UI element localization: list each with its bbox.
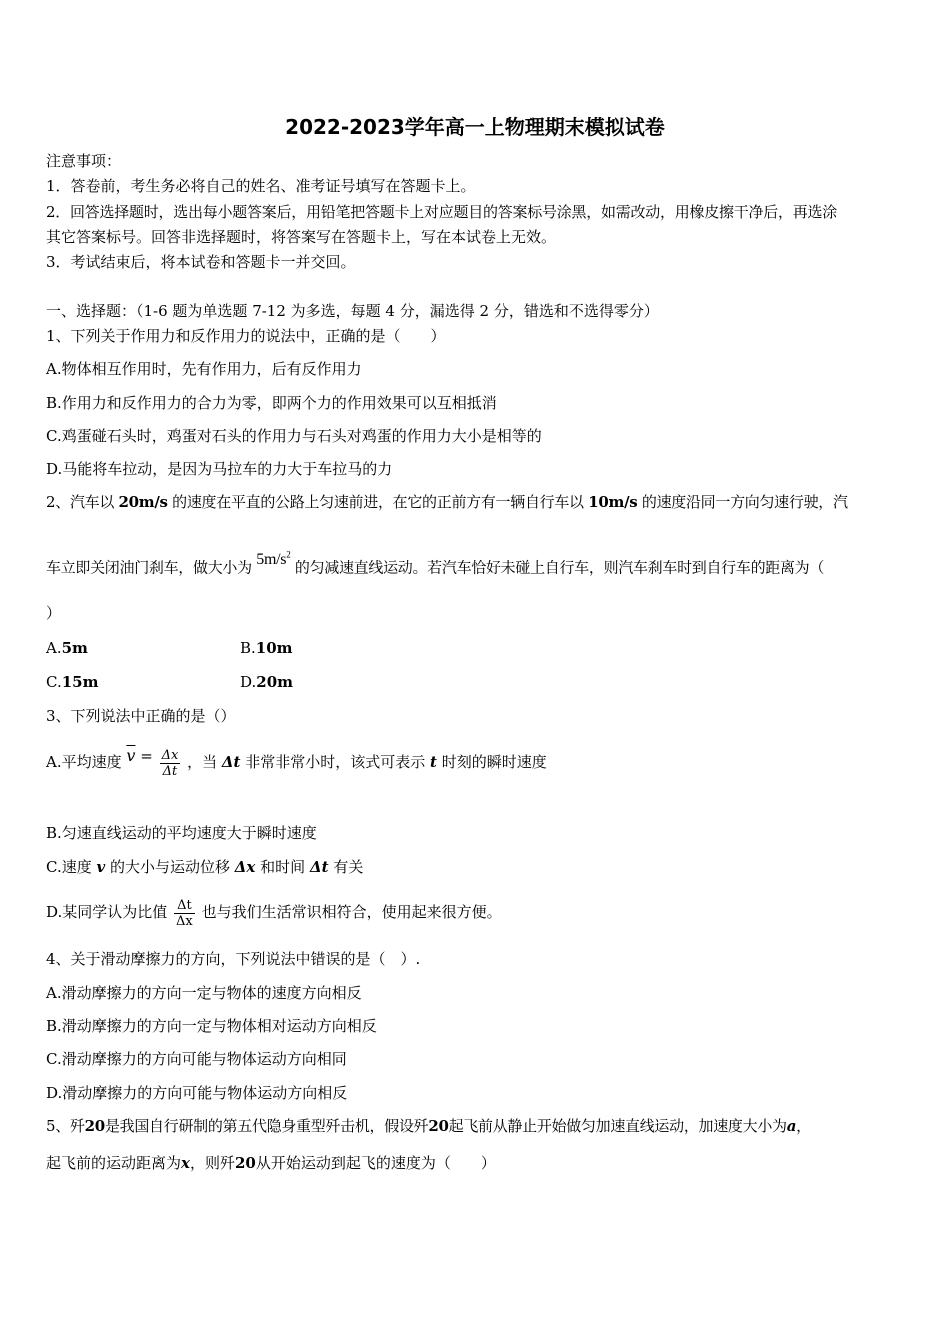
q3-v: v: [96, 858, 106, 876]
q2-option-d-label: D.: [240, 673, 257, 691]
q5-text: 起飞前的运动距离为: [46, 1154, 182, 1172]
q2-speed-bike: 10m/s: [588, 493, 638, 511]
notice-item-1: 1．答卷前，考生务必将自己的姓名、准考证号填写在答题卡上。: [46, 177, 476, 195]
q2-option-c: [46, 672, 98, 692]
q1-option-c: C.鸡蛋碰石头时，鸡蛋对石头的作用力与石头对鸡蛋的作用力大小是相等的: [46, 427, 542, 445]
q2-option-c-label: C.: [46, 673, 62, 691]
q1-option-a: A.物体相互作用时，先有作用力，后有反作用力: [46, 360, 362, 378]
q3-option-c-text: 的大小与运动位移: [110, 858, 231, 876]
q3-equals: =: [140, 747, 153, 765]
q3-fraction: [160, 748, 181, 779]
q1-stem: 1、下列关于作用力和反作用力的说法中，正确的是（ ）: [46, 327, 446, 345]
q3-option-d-text: D.某同学认为比值: [46, 903, 168, 921]
q3-option-a-text: ，当: [187, 753, 218, 771]
q2-stem-line1: [46, 492, 848, 512]
q4-option-a: A.滑动摩擦力的方向一定与物体的速度方向相反: [46, 984, 362, 1002]
q4-stem: 4、关于滑动摩擦力的方向，下列说法中错误的是（ ）.: [46, 950, 421, 968]
q2-option-b: [240, 638, 293, 658]
q5-text: ，: [796, 1117, 811, 1135]
q3-option-b: B.匀速直线运动的平均速度大于瞬时速度: [46, 824, 317, 842]
notice-item-2-cont: 其它答案标号。回答非选择题时，将答案写在答题卡上，写在本试卷上无效。: [46, 228, 557, 246]
q5-stem-line1: [46, 1116, 811, 1136]
q4-option-b: B.滑动摩擦力的方向一定与物体相对运动方向相反: [46, 1017, 377, 1035]
q3-option-a-text: A.平均速度: [46, 753, 122, 771]
q3-fraction-numerator: Δx: [161, 747, 179, 763]
exam-title: 2022-2023学年高一上物理期末模拟试卷: [285, 115, 665, 139]
q4-option-d: D.滑动摩擦力的方向可能与物体运动方向相反: [46, 1084, 348, 1102]
q2-text: 2、汽车以: [46, 493, 115, 511]
q3-option-a-text: 非常非常小时，该式可表示: [245, 753, 426, 771]
q5-number: 20: [428, 1117, 449, 1135]
q2-stem-line2: [46, 550, 825, 578]
q3-option-a: [46, 740, 547, 784]
q2-text: 车立即关闭油门刹车，做大小为: [46, 558, 252, 577]
q3-option-d: [46, 890, 502, 934]
q5-text: 起飞前从静止开始做匀加速直线运动，加速度大小为: [448, 1117, 787, 1135]
section-heading: 一、选择题：（1-6 题为单选题 7-12 为多选，每题 4 分，漏选得 2 分，错选和不选得零分）: [46, 302, 659, 320]
q2-text: 的速度在平直的公路上匀速前进，在它的正前方有一辆自行车以: [172, 493, 584, 511]
q3-ratio-fraction: [174, 898, 195, 929]
q2-option-a: [46, 638, 88, 658]
q2-accel-value: 5m/s: [256, 551, 287, 569]
q1-option-d: D.马能将车拉动，是因为马拉车的力大于车拉马的力: [46, 460, 393, 478]
q3-option-a-text: 时刻的瞬时速度: [441, 753, 547, 771]
q5-number: 20: [84, 1117, 105, 1135]
q3-option-c-text: 和时间: [260, 858, 306, 876]
q3-ratio-denominator: Δx: [176, 913, 193, 929]
q3-ratio-numerator: Δt: [174, 898, 195, 914]
q5-text: 是我国自行研制的第五代隐身重型歼击机，假设歼: [104, 1117, 429, 1135]
q2-option-d: [240, 672, 293, 692]
q3-delta-x: Δx: [234, 858, 256, 876]
q2-stem-line3: ）: [46, 604, 62, 622]
q5-acceleration-symbol: a: [786, 1117, 797, 1135]
q2-option-b-value: 10m: [255, 639, 293, 657]
q2-acceleration: [256, 551, 290, 568]
q5-stem-line2: [46, 1153, 496, 1173]
q5-text: 5、歼: [46, 1117, 85, 1135]
q2-option-d-value: 20m: [256, 673, 294, 691]
q5-text: 从开始运动到起飞的速度为（ ）: [255, 1154, 496, 1172]
q2-accel-exponent: 2: [286, 550, 291, 560]
q3-option-c-text: C.速度: [46, 858, 92, 876]
q3-v-bar: $\overline{v}$: [126, 746, 136, 765]
notice-heading: 注意事项：: [46, 152, 122, 170]
q2-option-c-value: 15m: [61, 673, 99, 691]
q3-delta-t: Δt: [309, 858, 329, 876]
q2-option-a-value: 5m: [61, 639, 88, 657]
q2-speed-car: 20m/s: [118, 493, 168, 511]
q5-number: 20: [234, 1154, 256, 1172]
q4-option-c: C.滑动摩擦力的方向可能与物体运动方向相同: [46, 1050, 347, 1068]
q2-text: 的匀减速直线运动。若汽车恰好未碰上自行车，则汽车刹车时到自行车的距离为（: [294, 558, 825, 577]
notice-item-3: 3．考试结束后，将本试卷和答题卡一并交回。: [46, 253, 356, 271]
q3-option-c: [46, 857, 363, 877]
q5-distance-symbol: x: [181, 1154, 190, 1172]
q2-option-b-label: B.: [240, 639, 256, 657]
q1-option-b: B.作用力和反作用力的合力为零，即两个力的作用效果可以互相抵消: [46, 394, 497, 412]
notice-item-2: 2．回答选择题时，选出每小题答案后，用铅笔把答题卡上对应题目的答案标号涂黑，如需改动，用橡皮擦干净后，再选涂: [46, 203, 838, 221]
q3-fraction-denominator: Δt: [162, 763, 178, 779]
q2-text: 的速度沿同一方向匀速行驶，汽: [641, 493, 848, 511]
q2-option-a-label: A.: [46, 639, 62, 657]
q3-option-d-text: 也与我们生活常识相符合，使用起来很方便。: [201, 903, 502, 921]
q3-stem: 3、下列说法中正确的是（）: [46, 707, 236, 725]
q3-t: t: [430, 753, 437, 771]
q3-option-c-text: 有关: [333, 858, 364, 876]
q3-delta-t: Δt: [221, 753, 241, 771]
q5-text: ，则歼: [189, 1154, 235, 1172]
